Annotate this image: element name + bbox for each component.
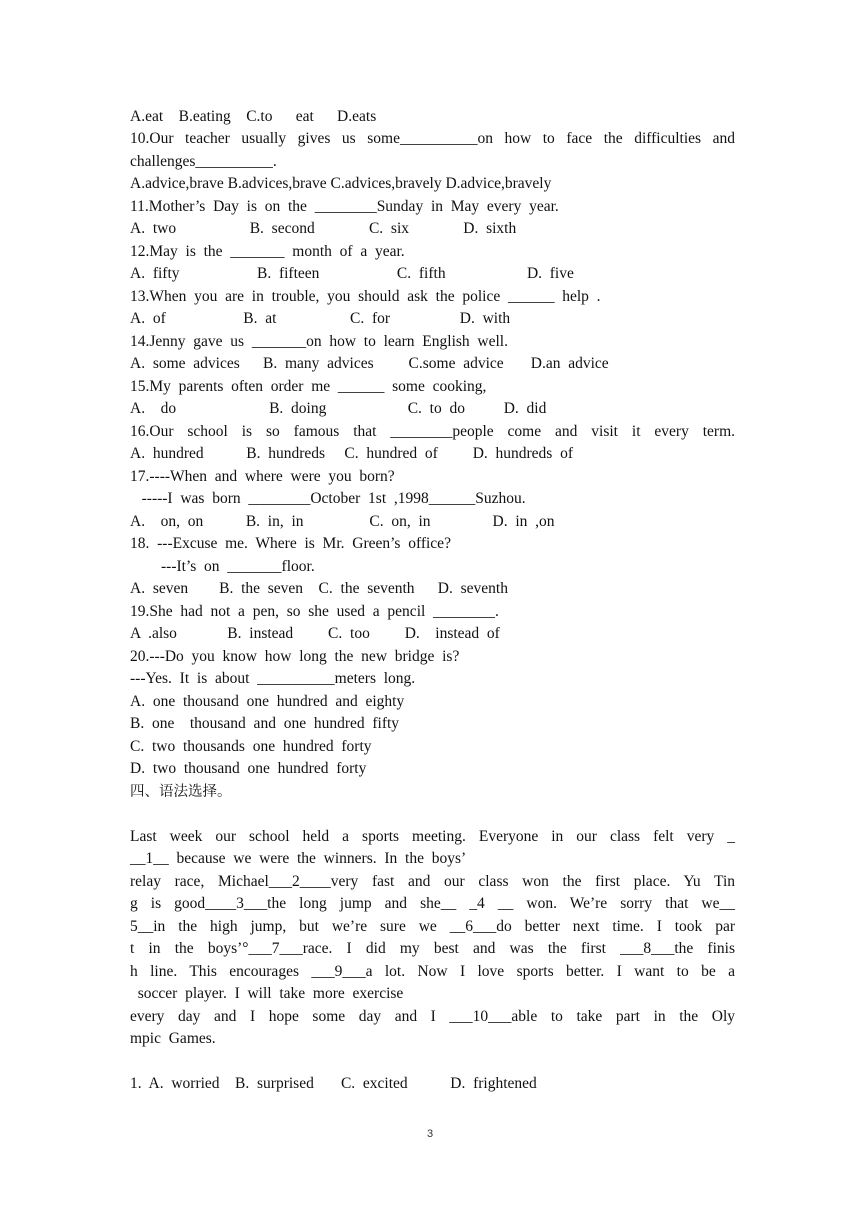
text-line: A. on, on B. in, in C. on, in D. in ,on	[130, 513, 555, 530]
text-line: 18. ---Excuse me. Where is Mr. Green’s office?	[130, 535, 451, 552]
text-line: 12.May is the _______ month of a year.	[130, 243, 405, 260]
text-line: __1__ because we were the winners. In the boys’	[130, 850, 467, 867]
text-line: 16.Our school is so famous that ________people come and visit it every term.	[130, 423, 735, 440]
text-line: relay race, Michael___2____very fast and our class won the first place. Yu Tin	[130, 873, 735, 890]
text-line: 5__in the high jump, but we’re sure we __6___do better next time. I took par	[130, 918, 735, 935]
text-line: 17.----When and where were you born?	[130, 468, 395, 485]
text-line: 19.She had not a pen, so she used a pencil ________.	[130, 603, 499, 620]
page-number: 3	[426, 1128, 434, 1140]
text-line: A. hundred B. hundreds C. hundred of D. hundreds of	[130, 445, 573, 462]
text-line: mpic Games.	[130, 1030, 216, 1047]
text-line: A. do B. doing C. to do D. did	[130, 400, 547, 417]
text-line: ---Yes. It is about __________meters long.	[130, 670, 416, 687]
text-line: 10.Our teacher usually gives us some__________on how to face the difficulties and	[130, 130, 735, 147]
text-line: 11.Mother’s Day is on the ________Sunday in May every year.	[130, 198, 559, 215]
text-line: 15.My parents often order me ______ some cooking,	[130, 378, 487, 395]
section-heading: 四、语法选择。	[130, 784, 232, 800]
text-line: A. fifty B. fifteen C. fifth D. five	[130, 265, 574, 282]
text-line: A .also B. instead C. too D. instead of	[130, 625, 500, 642]
text-line: 14.Jenny gave us _______on how to learn English well.	[130, 333, 508, 350]
text-line: ---It’s on _______floor.	[130, 558, 315, 575]
text-line: Last week our school held a sports meeting. Everyone in our class felt very _	[130, 828, 735, 845]
text-line: 1. A. worried B. surprised C. excited D. frightened	[130, 1075, 537, 1092]
text-line: A.advice,brave B.advices,brave C.advices,bravely D.advice,bravely	[130, 175, 552, 192]
text-line: A.eat B.eating C.to eat D.eats	[130, 108, 377, 125]
text-line: A. seven B. the seven C. the seventh D. seventh	[130, 580, 508, 597]
text-line: B. one thousand and one hundred fifty	[130, 715, 400, 732]
text-line: A. one thousand one hundred and eighty	[130, 693, 405, 710]
text-line: g is good____3___the long jump and she__ _4 __ won. We’re sorry that we__	[130, 895, 735, 912]
text-line: A. some advices B. many advices C.some advice D.an advice	[130, 355, 609, 372]
text-line: t in the boys’°___7___race. I did my best and was the first ___8___the finis	[130, 940, 735, 957]
text-line: soccer player. I will take more exercise	[130, 985, 404, 1002]
text-line: every day and I hope some day and I ___10___able to take part in the Oly	[130, 1008, 735, 1025]
text-line: 13.When you are in trouble, you should ask the police ______ help .	[130, 288, 601, 305]
text-line: 20.---Do you know how long the new bridge is?	[130, 648, 460, 665]
text-line: challenges__________.	[130, 153, 277, 170]
text-line: C. two thousands one hundred forty	[130, 738, 372, 755]
text-line: D. two thousand one hundred forty	[130, 760, 367, 777]
text-line: -----I was born ________October 1st ,1998______Suzhou.	[130, 490, 526, 507]
text-line: h line. This encourages ___9___a lot. Now I love sports better. I want to be a	[130, 963, 735, 980]
text-line: A. two B. second C. six D. sixth	[130, 220, 517, 237]
text-line: A. of B. at C. for D. with	[130, 310, 511, 327]
